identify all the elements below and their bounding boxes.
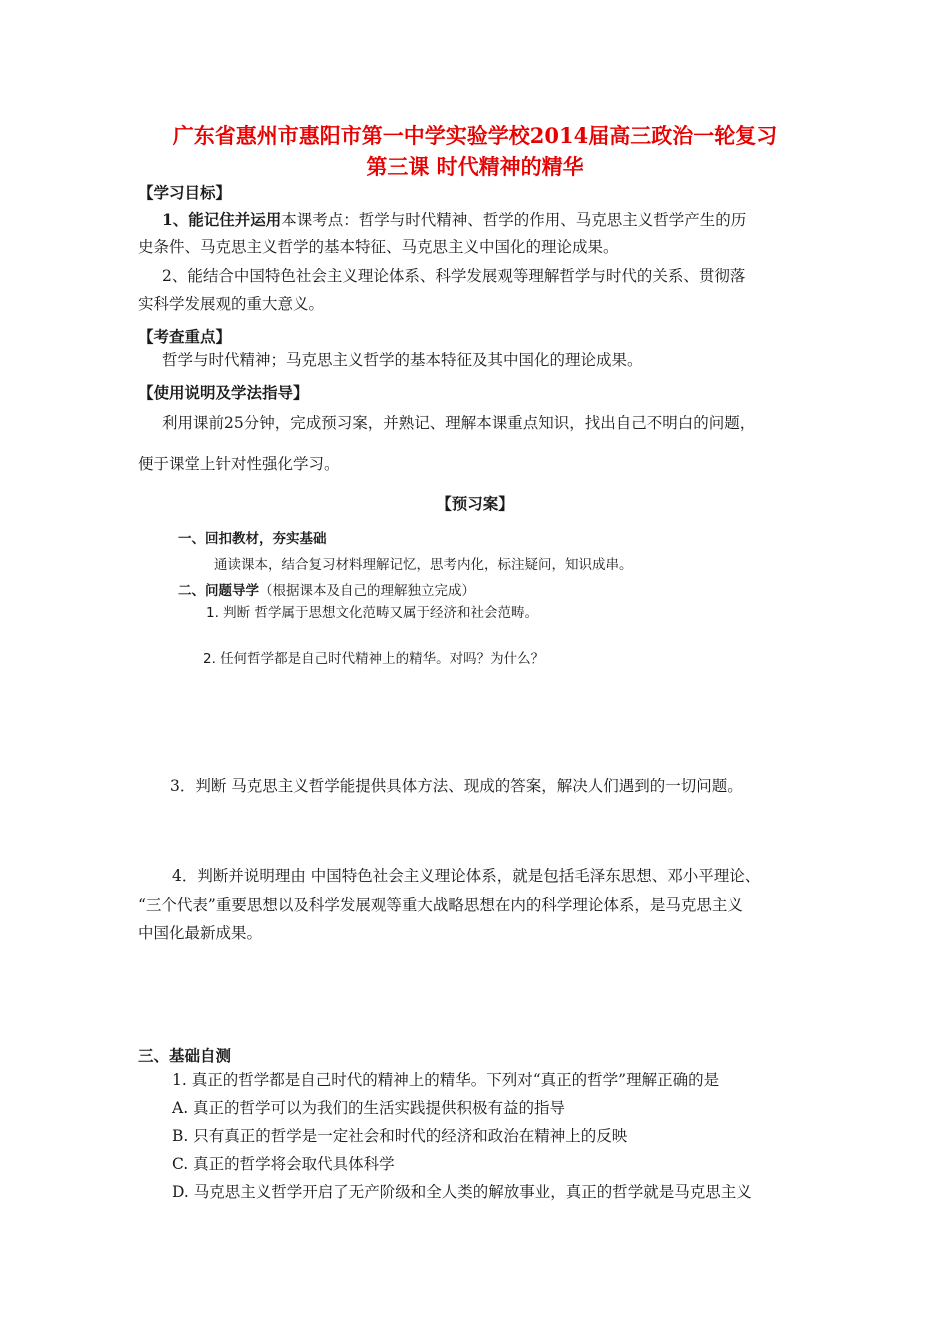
objective-item-2: 2、能结合中国特色社会主义理论体系、科学发展观等理解哲学与时代的关系、贯彻落 (162, 267, 746, 285)
preview-part1-text: 通读课本，结合复习材料理解记忆，思考内化，标注疑问，知识成串。 (214, 557, 633, 573)
focus-heading: 【考查重点】 (138, 327, 232, 346)
preview-question-4: 4．判断并说明理由 中国特色社会主义理论体系，就是包括毛泽东思想、邓小平理论、 (172, 867, 761, 885)
objectives-heading: 【学习目标】 (138, 183, 232, 202)
focus-text: 哲学与时代精神；马克思主义哲学的基本特征及其中国化的理论成果。 (162, 351, 643, 369)
usage-text: 利用课前25分钟，完成预习案，并熟记、理解本课重点知识，找出自己不明白的问题， (162, 414, 756, 432)
objective-item-2-cont: 实科学发展观的重大意义。 (138, 295, 325, 313)
selftest-heading: 三、基础自测 (138, 1046, 232, 1065)
preview-question-4-cont-2: 中国化最新成果。 (138, 924, 263, 942)
lesson-title: 第三课 时代精神的精华 (366, 154, 584, 179)
objective-item-1-cont: 史条件、马克思主义哲学的基本特征、马克思主义中国化的理论成果。 (138, 238, 619, 256)
document-title: 广东省惠州市惠阳市第一中学实验学校2014届高三政治一轮复习 (172, 123, 778, 148)
objective-item-1 (162, 212, 746, 229)
selftest-question-1: 1. 真正的哲学都是自己时代的精神上的精华。下列对“真正的哲学”理解正确的是 (172, 1071, 720, 1089)
objective-item-1-lead: 1、能记住并运用 (162, 210, 282, 229)
preview-heading: 【预习案】 (436, 494, 514, 513)
preview-part2-note: （根据课本及自己的理解独立完成） (259, 583, 475, 599)
preview-question-1: 1. 判断 哲学属于思想文化范畴又属于经济和社会范畴。 (206, 605, 538, 621)
selftest-option-b: B. 只有真正的哲学是一定社会和时代的经济和政治在精神上的反映 (172, 1127, 628, 1145)
usage-heading: 【使用说明及学法指导】 (138, 383, 309, 402)
usage-text-cont: 便于课堂上针对性强化学习。 (138, 455, 340, 473)
objective-item-1-text: 本课考点：哲学与时代精神、哲学的作用、马克思主义哲学产生的历 (281, 211, 747, 229)
selftest-option-a: A. 真正的哲学可以为我们的生活实践提供积极有益的指导 (172, 1099, 566, 1117)
preview-part2-label: 二、问题导学 (178, 583, 259, 599)
preview-question-3: 3．判断 马克思主义哲学能提供具体方法、现成的答案，解决人们遇到的一切问题。 (170, 777, 743, 795)
selftest-option-d: D. 马克思主义哲学开启了无产阶级和全人类的解放事业，真正的哲学就是马克思主义 (172, 1183, 752, 1201)
selftest-option-c: C. 真正的哲学将会取代具体科学 (172, 1155, 395, 1173)
preview-part1-title: 一、回扣教材，夯实基础 (178, 531, 327, 547)
preview-question-4-cont-1: “三个代表”重要思想以及科学发展观等重大战略思想在内的科学理论体系，是马克思主义 (138, 896, 743, 914)
preview-part2-title (178, 579, 475, 599)
preview-question-2: 2. 任何哲学都是自己时代精神上的精华。对吗？为什么？ (203, 651, 545, 667)
